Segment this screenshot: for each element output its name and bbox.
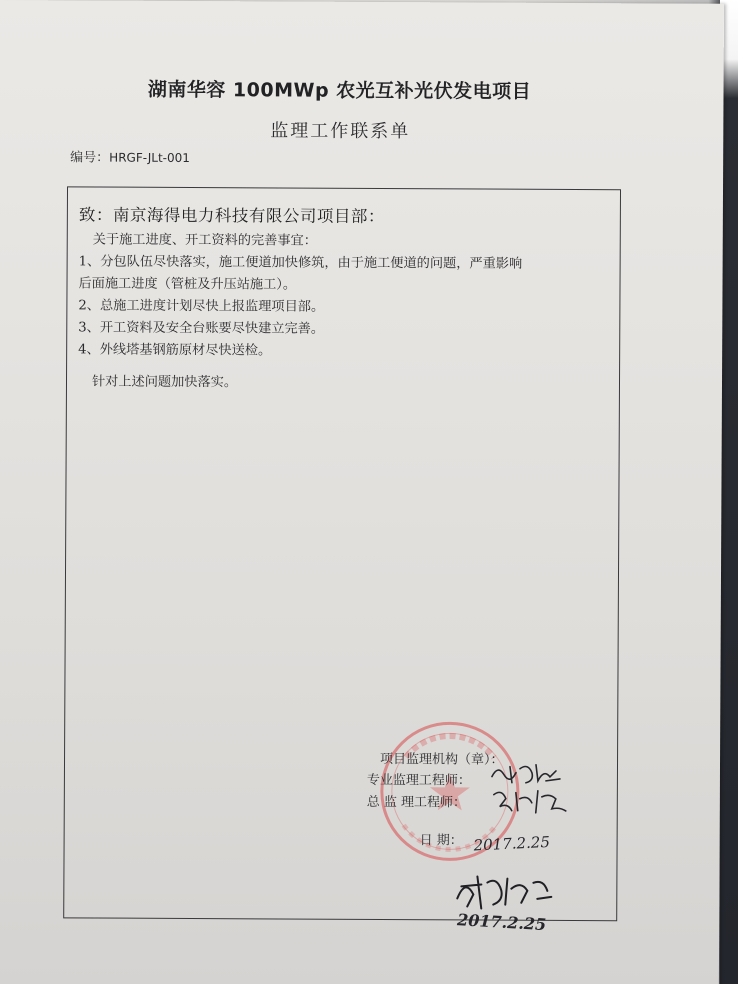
receipt-signature-icon [451, 868, 555, 913]
supervision-org-label: 项目监理机构（章）： [379, 752, 504, 768]
date-label: 日 期： [419, 833, 463, 849]
letter-item: 2、总施工进度计划尽快上报监理项目部。 [78, 298, 325, 315]
letter-closing: 针对上述问题加快落实。 [91, 374, 238, 391]
document-subtitle: 监理工作联系单 [270, 120, 411, 143]
letter-intro: 关于施工进度、开工资料的完善事宜： [92, 232, 317, 249]
letter-item: 3、开工资料及安全台账要尽快建立完善。 [78, 320, 325, 337]
specialist-engineer-label: 专业监理工程师： [366, 772, 471, 789]
letter-item: 4、外线塔基钢筋原材尽快送检。 [78, 342, 272, 359]
chief-signature-icon [490, 785, 574, 817]
addressee: 致：南京海得电力科技有限公司项目部： [78, 205, 385, 227]
letter-body [78, 229, 619, 391]
document-title: 湖南华容 100MWp 农光互补光伏发电项目 [147, 78, 532, 103]
receipt-date: 2017.2.25 [456, 910, 547, 935]
serial-label: 编号： [70, 150, 110, 166]
signed-date: 2017.2.25 [473, 832, 551, 855]
letter-item: 1、分包队伍尽快落实，施工便道加快修筑，由于施工便道的问题，严重影响 [78, 254, 523, 272]
serial-number [70, 146, 190, 166]
serial-value: HRGF-JLt-001 [109, 150, 190, 165]
chief-engineer-label: 总 监 理工程师： [366, 794, 467, 811]
letter-item: 后面施工进度（管桩及升压站施工）。 [78, 276, 297, 293]
